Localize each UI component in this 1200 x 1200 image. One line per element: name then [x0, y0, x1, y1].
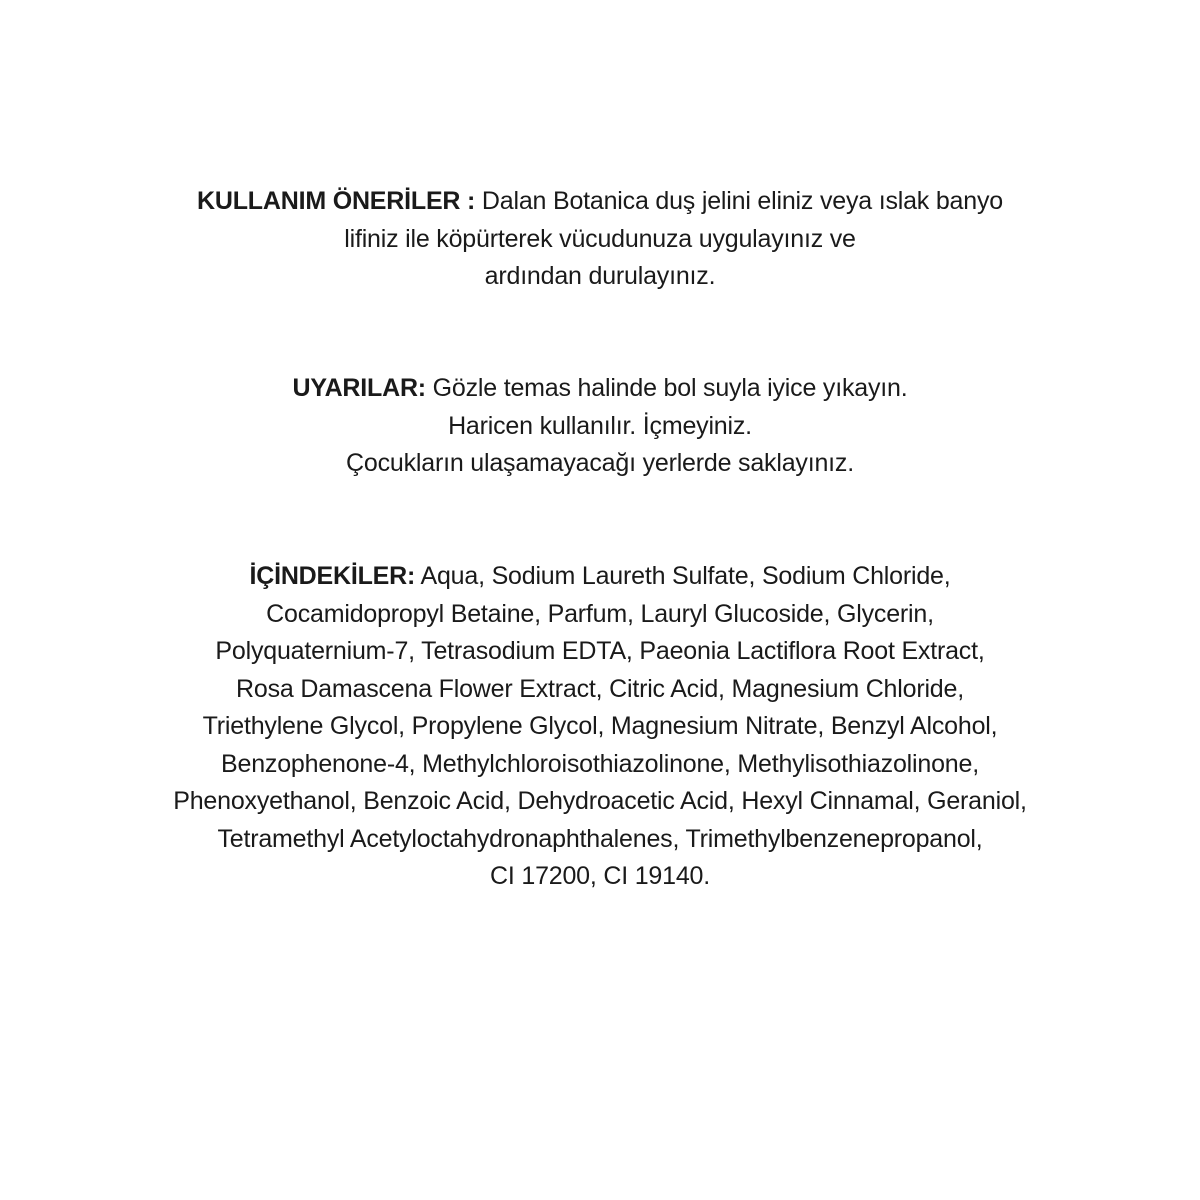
ingredients-line-8: Tetramethyl Acetyloctahydronaphthalenes, Trimethylbenzenepropanol, [217, 824, 983, 853]
usage-line-1 [0, 183, 1200, 221]
usage-section [0, 183, 1200, 296]
usage-line-3: ardından durulayınız. [484, 262, 716, 290]
ingredients-heading: İÇİNDEKİLER: [249, 562, 416, 590]
ingredients-line-3: Polyquaternium-7, Tetrasodium EDTA, Paeonia Lactiflora Root Extract, [215, 637, 985, 665]
ingredients-line-7: Phenoxyethanol, Benzoic Acid, Dehydroacetic Acid, Hexyl Cinnamal, Geraniol, [173, 787, 1027, 815]
warnings-section [0, 370, 1200, 483]
warnings-line-2: Haricen kullanılır. İçmeyiniz. [448, 411, 752, 440]
ingredients-line-1 [0, 558, 1200, 596]
usage-line-2: lifiniz ile köpürterek vücudunuza uygulayınız ve [344, 224, 856, 253]
ingredients-line-4: Rosa Damascena Flower Extract, Citric Acid, Magnesium Chloride, [236, 674, 964, 703]
warnings-heading: UYARILAR: [292, 374, 426, 402]
warnings-line-1 [0, 370, 1200, 408]
ingredients-line-6: Benzophenone-4, Methylchloroisothiazolinone, Methylisothiazolinone, [221, 749, 979, 778]
ingredients-line-9: CI 17200, CI 19140. [490, 862, 710, 890]
ingredients-line-5: Triethylene Glycol, Propylene Glycol, Magnesium Nitrate, Benzyl Alcohol, [202, 712, 998, 740]
ingredients-section [0, 558, 1200, 896]
warnings-text: Gözle temas halinde bol suyla iyice yıkayın. [425, 374, 908, 402]
warnings-line-3: Çocukların ulaşamayacağı yerlerde saklayınız. [346, 449, 854, 477]
ingredients-text: Aqua, Sodium Laureth Sulfate, Sodium Chloride, [415, 562, 951, 590]
usage-heading: KULLANIM ÖNERİLER : [197, 187, 476, 215]
usage-text: Dalan Botanica duş jelini eliniz veya ıslak banyo [475, 187, 1003, 215]
ingredients-line-2: Cocamidopropyl Betaine, Parfum, Lauryl Glucoside, Glycerin, [266, 599, 934, 628]
